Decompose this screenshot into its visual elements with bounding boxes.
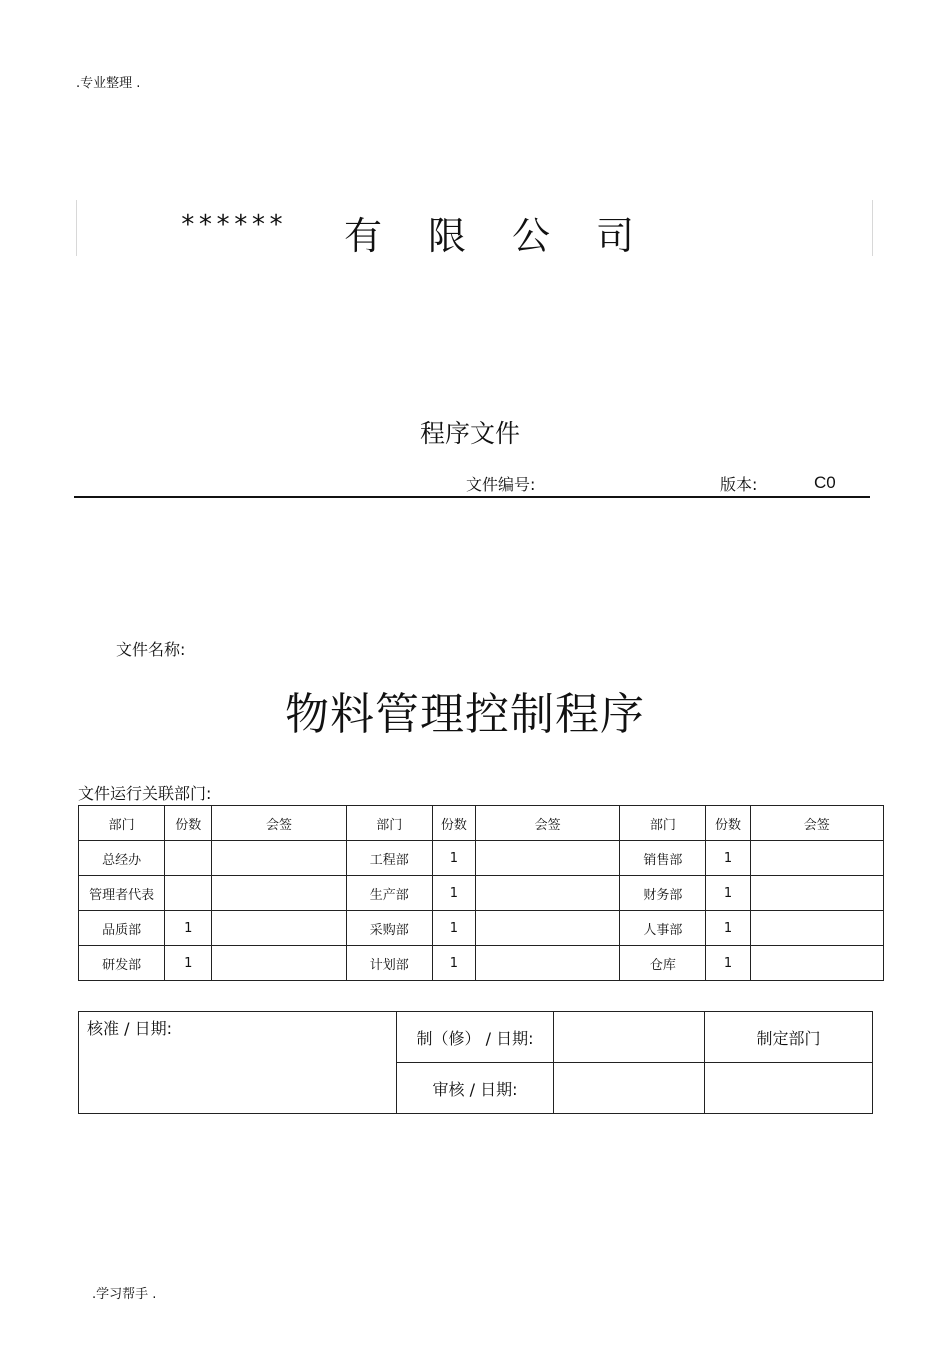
signoff-cell [475,841,619,876]
footer-note: .学习帮手 . [92,1287,157,1302]
department-cell: 研发部 [79,946,165,981]
department-cell: 总经办 [79,841,165,876]
approval-row [79,1012,873,1063]
department-cell: 工程部 [346,841,432,876]
signoff-cell [750,946,883,981]
department-cell: 仓库 [620,946,706,981]
review-date-value [554,1063,705,1114]
header-department: 部门 [346,806,432,841]
table-row [79,911,884,946]
copies-cell: 1 [432,876,475,911]
table-row [79,876,884,911]
table-row [79,946,884,981]
signoff-cell [212,876,346,911]
signoff-cell [212,841,346,876]
version-value: C0 [814,473,836,492]
signoff-cell [475,876,619,911]
copies-cell [165,841,212,876]
header-copies: 份数 [165,806,212,841]
review-date-label: 审核 / 日期: [397,1063,554,1114]
department-distribution-table [78,805,884,981]
department-cell: 人事部 [620,911,706,946]
company-name: 有限公司 [344,214,681,258]
copies-cell: 1 [432,911,475,946]
header-signoff: 会签 [212,806,346,841]
department-cell: 财务部 [620,876,706,911]
made-date-value [554,1012,705,1063]
signoff-cell [475,911,619,946]
signoff-cell [212,946,346,981]
approved-date-cell [79,1012,397,1114]
header-copies: 份数 [706,806,750,841]
copies-cell: 1 [706,911,750,946]
department-cell: 生产部 [346,876,432,911]
company-stars: ****** [180,210,286,240]
document-title: 物料管理控制程序 [285,689,645,740]
table-row [79,841,884,876]
header-divider [74,496,870,498]
document-type: 程序文件 [420,419,521,448]
copies-cell: 1 [165,946,212,981]
version-label: 版本: [720,475,758,494]
header-department: 部门 [620,806,706,841]
issuing-department-value [705,1063,873,1114]
department-cell: 销售部 [620,841,706,876]
header-note: .专业整理 . [76,76,141,91]
related-departments-label: 文件运行关联部门: [78,784,212,803]
signoff-cell [475,946,619,981]
copies-cell [165,876,212,911]
copies-cell: 1 [706,841,750,876]
table-header-row [79,806,884,841]
approved-date-label: 核准 / 日期: [87,1019,172,1038]
copies-cell: 1 [706,876,750,911]
copies-cell: 1 [432,946,475,981]
header-signoff: 会签 [475,806,619,841]
signoff-cell [750,841,883,876]
document-number-label: 文件编号: [466,475,536,494]
document-name-label: 文件名称: [116,640,186,659]
header-copies: 份数 [432,806,475,841]
issuing-department-label: 制定部门 [705,1012,873,1063]
made-date-label: 制（修） / 日期: [397,1012,554,1063]
header-department: 部门 [79,806,165,841]
signoff-cell [750,876,883,911]
department-cell: 管理者代表 [79,876,165,911]
department-cell: 品质部 [79,911,165,946]
department-cell: 计划部 [346,946,432,981]
signoff-cell [750,911,883,946]
copies-cell: 1 [706,946,750,981]
signoff-cell [212,911,346,946]
copies-cell: 1 [432,841,475,876]
approval-table [78,1011,873,1114]
copies-cell: 1 [165,911,212,946]
header-signoff: 会签 [750,806,883,841]
department-cell: 采购部 [346,911,432,946]
